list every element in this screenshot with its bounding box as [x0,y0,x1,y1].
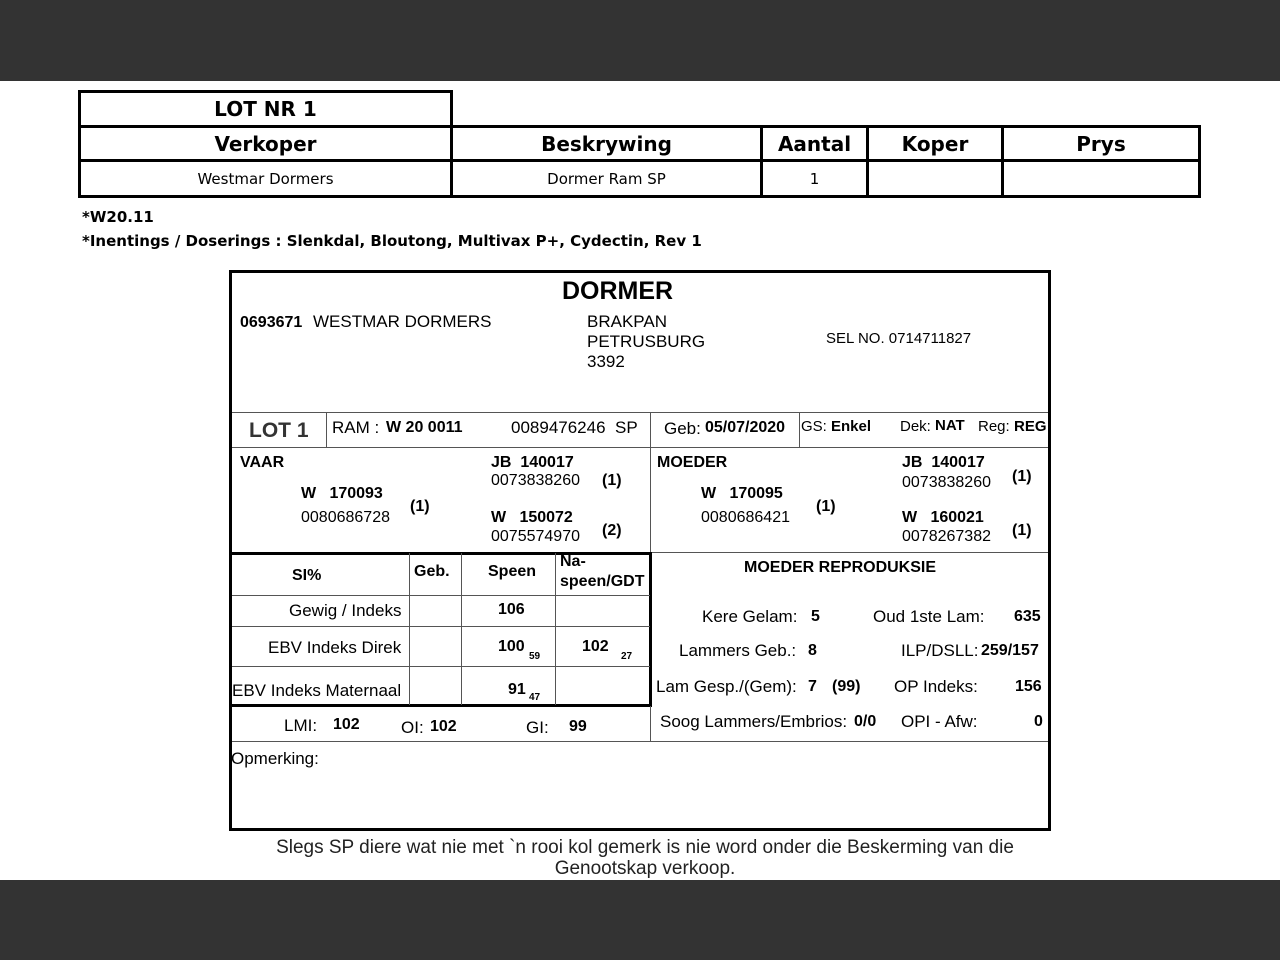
repro-lammers-value: 8 [808,642,817,659]
vaar-sire-mark: (1) [410,498,430,515]
geb-label: Geb: [664,419,701,438]
gs-label: GS: [801,418,827,435]
oi-label: OI: [401,718,424,737]
sel-number: SEL NO. 0714711827 [826,330,972,347]
repro-gem-value: (99) [832,678,861,695]
moeder-dam-id: W 170095 [701,485,783,502]
repro-title: MOEDER REPRODUKSIE [744,559,937,576]
vaar-sire-reg: 0080686728 [301,509,390,526]
repro-kere-value: 5 [811,608,820,625]
lot-label: LOT 1 [249,419,309,442]
repro-oud-label: Oud 1ste Lam: [873,607,985,626]
vaar-grandsire-mark: (1) [602,472,622,489]
gi-label: GI: [526,718,549,737]
address-line-3: 3392 [587,352,625,371]
seller-name: WESTMAR DORMERS [313,312,492,331]
repro-opi-label: OPI - Afw: [901,712,978,731]
repro-gesp-label: Lam Gesp./(Gem): [656,677,797,696]
reg-value: REG [1014,418,1047,435]
si-row2-speen: 100 [498,638,525,655]
repro-ilp-value: 259/157 [981,642,1039,659]
moeder-granddam-id: W 160021 [902,509,984,526]
moeder-dam-reg: 0080686421 [701,509,790,526]
si-row3-label: EBV Indeks Maternaal [232,681,402,700]
si-col-speen: Speen [488,563,537,580]
note-line-2: *Inentings / Doserings : Slenkdal, Bloutong, Multivax P+, Cydectin, Rev 1 [82,232,702,250]
note-line-1: *W20.11 [82,208,154,226]
vaar-grandsire-reg: 0073838260 [491,472,580,489]
catalog-page [0,81,1280,880]
moeder-label: MOEDER [657,454,728,471]
lmi-value: 102 [333,716,360,733]
moeder-grandsire-id: JB 140017 [902,454,985,471]
moeder-grandsire-mark: (1) [1012,468,1032,485]
repro-kere-label: Kere Gelam: [702,607,798,626]
si-row3-speen-sub: 47 [529,692,541,703]
repro-op-value: 156 [1015,678,1042,695]
cell-koper [866,159,1004,198]
repro-soog-label: Soog Lammers/Embrios: [660,712,848,731]
lmi-label: LMI: [284,716,318,735]
repro-lammers-label: Lammers Geb.: [679,641,797,660]
vaar-granddam-id: W 150072 [491,509,573,526]
si-col-naspeen-2: speen/GDT [560,573,645,590]
si-row3-speen: 91 [508,681,526,698]
moeder-grandsire-reg: 0073838260 [902,474,991,491]
si-header: SI% [292,567,322,584]
vaar-granddam-mark: (2) [602,522,622,539]
header-koper: Koper [866,125,1004,162]
moeder-granddam-mark: (1) [1012,522,1032,539]
moeder-granddam-reg: 0078267382 [902,528,991,545]
opmerking-label: Opmerking: [231,749,319,768]
footer-line-2: Genootskap verkoop. [554,858,736,879]
animal-card [229,270,1051,831]
header-beskrywing: Beskrywing [450,125,763,162]
repro-op-label: OP Indeks: [894,677,978,696]
si-row1-speen: 106 [498,601,525,618]
repro-gesp-value: 7 [808,678,817,695]
address-line-1: BRAKPAN [587,312,667,331]
gi-value: 99 [569,718,587,735]
footer-line-1: Slegs SP diere wat nie met `n rooi kol gemerk is nie word onder die Beskerming van die [276,837,1014,858]
si-row2-naspeen-sub: 27 [621,651,633,662]
address-line-2: PETRUSBURG [587,332,706,351]
header-verkoper: Verkoper [78,125,453,162]
lot-number: LOT NR 1 [214,97,317,121]
cell-verkoper: Westmar Dormers [78,159,453,198]
si-col-naspeen-1: Na- [560,553,586,570]
header-aantal: Aantal [760,125,869,162]
vaar-label: VAAR [240,454,285,471]
vaar-sire-id: W 170093 [301,485,383,502]
header-prys: Prys [1001,125,1201,162]
cell-prys [1001,159,1201,198]
cell-aantal: 1 [760,159,869,198]
reg-label: Reg: [978,418,1010,435]
si-row1-label: Gewig / Indeks [289,601,402,620]
si-col-geb: Geb. [414,563,450,580]
repro-ilp-label: ILP/DSLL: [901,641,979,660]
cell-beskrywing: Dormer Ram SP [450,159,763,198]
ram-label: RAM : [332,418,380,437]
si-row2-speen-sub: 59 [529,651,541,662]
vaar-granddam-reg: 0075574970 [491,528,580,545]
vaar-grandsire-id: JB 140017 [491,454,574,471]
lot-number-cell [78,90,453,128]
repro-opi-value: 0 [1034,713,1043,730]
repro-soog-value: 0/0 [854,713,877,730]
si-row2-label: EBV Indeks Direk [268,638,402,657]
dek-label: Dek: [900,418,931,435]
ram-registration: 0089476246 SP [511,418,638,437]
moeder-dam-mark: (1) [816,498,836,515]
ram-id: W 20 0011 [386,419,463,436]
geb-value: 05/07/2020 [705,419,786,436]
seller-code: 0693671 [240,314,303,331]
dek-value: NAT [935,417,965,434]
oi-value: 102 [430,718,457,735]
gs-value: Enkel [831,418,872,435]
repro-oud-value: 635 [1014,608,1041,625]
si-row2-naspeen: 102 [582,638,609,655]
breed-title: DORMER [562,277,674,305]
